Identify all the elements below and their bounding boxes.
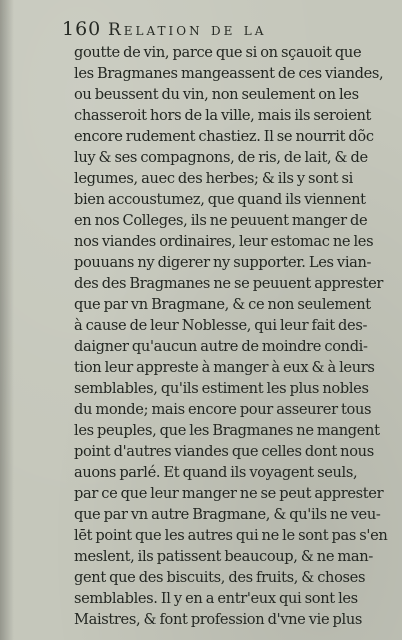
text-line: des des Bragmanes ne se peuuent apprester bbox=[74, 275, 384, 292]
text-line: lēt point que les autres qui ne le sont pas s'en bbox=[74, 527, 388, 544]
running-title: Relation de la bbox=[108, 20, 267, 40]
text-line: à cause de leur Noblesse, qui leur fait des- bbox=[74, 317, 368, 334]
text-line: luy & ses compagnons, de ris, de lait, & de bbox=[74, 149, 368, 166]
text-line: meslent, ils patissent beaucoup, & ne man- bbox=[74, 548, 373, 565]
text-line: chasseroit hors de la ville, mais ils seroient bbox=[74, 107, 372, 124]
text-line: legumes, auec des herbes; & ils y sont si bbox=[74, 170, 353, 187]
text-line: encore rudement chastiez. Il se nourrit dõc bbox=[74, 128, 374, 145]
text-line: daigner qu'aucun autre de moindre condi- bbox=[74, 338, 368, 355]
text-line: que par vn autre Bragmane, & qu'ils ne veu- bbox=[74, 506, 381, 523]
text-line: du monde; mais encore pour asseurer tous bbox=[74, 401, 372, 418]
body-text bbox=[74, 42, 392, 630]
text-line: que par vn Bragmane, & ce non seulement bbox=[74, 296, 371, 313]
text-line: ou beussent du vin, non seulement on les bbox=[74, 86, 359, 103]
text-line: bien accoustumez, que quand ils viennent bbox=[74, 191, 366, 208]
page-number: 160 bbox=[62, 18, 102, 40]
text-line: les peuples, que les Bragmanes ne mangent bbox=[74, 422, 380, 439]
text-line: en nos Colleges, ils ne peuuent manger de bbox=[74, 212, 368, 229]
text-line: gent que des biscuits, des fruits, & choses bbox=[74, 569, 366, 586]
text-line: nos viandes ordinaires, leur estomac ne les bbox=[74, 233, 374, 250]
text-line: pouuans ny digerer ny supporter. Les vian- bbox=[74, 254, 372, 271]
running-head bbox=[62, 18, 362, 44]
text-line: auons parlé. Et quand ils voyagent seuls, bbox=[74, 464, 358, 481]
text-line: semblables. Il y en a entr'eux qui sont les bbox=[74, 590, 358, 607]
text-line: tion leur appreste à manger à eux & à leurs bbox=[74, 359, 375, 376]
text-line: les Bragmanes mangeassent de ces viandes, bbox=[74, 65, 384, 82]
page-gutter-shadow bbox=[0, 0, 14, 640]
text-line: goutte de vin, parce que si on sçauoit que bbox=[74, 44, 362, 61]
text-line: semblables, qu'ils estiment les plus nobles bbox=[74, 380, 369, 397]
text-line: Maistres, & font profession d'vne vie plus bbox=[74, 611, 363, 628]
text-line: par ce que leur manger ne se peut apprester bbox=[74, 485, 384, 502]
text-line: point d'autres viandes que celles dont nous bbox=[74, 443, 374, 460]
